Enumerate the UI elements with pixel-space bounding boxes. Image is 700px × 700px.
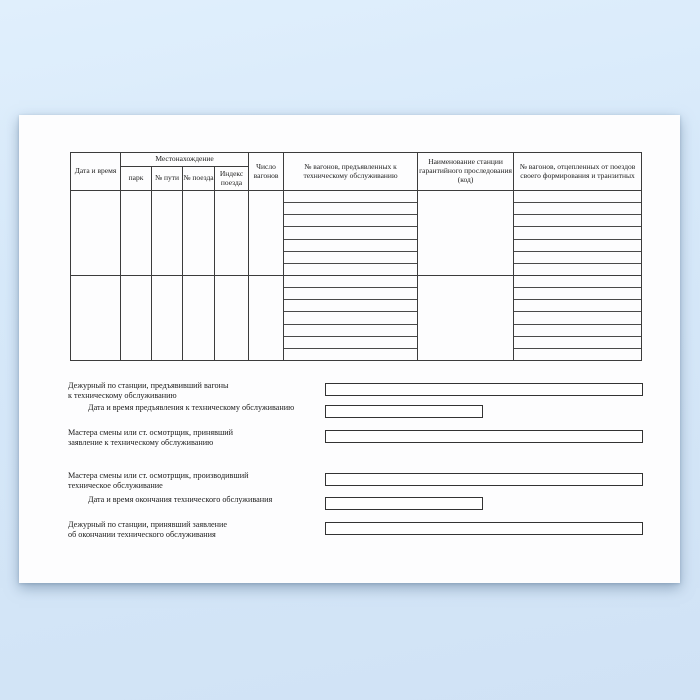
label-line: Мастера смены или ст. осмотрщик, принявший [68, 428, 234, 437]
label-line: Мастера смены или ст. осмотрщик, производивший [68, 471, 249, 480]
form-label-datetime-finished [68, 495, 320, 505]
signature-box-duty-officer-accepted [325, 522, 643, 535]
signature-box-foreman-performed [325, 473, 643, 486]
form-label-duty-officer-presented [68, 381, 320, 400]
label-line: Дата и время предъявления к техническому обслуживанию [88, 403, 295, 412]
form-label-datetime-presented [68, 403, 320, 413]
column-header-track-no: № пути [152, 167, 183, 191]
label-line: об окончании технического обслуживания [68, 529, 216, 539]
form-label-foreman-accepted [68, 428, 320, 447]
column-header-park: парк [121, 167, 152, 191]
signature-box-foreman-accepted [325, 430, 643, 443]
label-line: заявление к техническому обслуживанию [68, 437, 214, 447]
column-header-wagons-detached: № вагонов, отцепленных от поездов своего формирования и транзитных [514, 153, 642, 191]
column-header-date-time: Дата и время [71, 153, 121, 191]
signature-form-section [19, 115, 680, 583]
signature-box-duty-officer-presented [325, 383, 643, 396]
label-line: Дежурный по станции, предъявивший вагоны [68, 381, 229, 390]
column-group-location: Местонахождение [121, 153, 249, 167]
column-header-train-index: Индекс поезда [215, 167, 249, 191]
column-header-guarantee-station: Наименование станции гарантийного проследования (код) [418, 153, 514, 191]
document-paper [19, 115, 680, 583]
datetime-box-finished [325, 497, 483, 510]
label-line: Дежурный по станции, принявший заявление [68, 520, 228, 529]
label-line: к техническому обслуживанию [68, 390, 177, 400]
form-label-duty-officer-accepted [68, 520, 320, 539]
column-header-wagons-presented: № вагонов, предъявленных к техническому обслуживанию [284, 153, 418, 191]
datetime-box-presented [325, 405, 483, 418]
form-label-foreman-performed [68, 471, 320, 490]
label-line: Дата и время окончания технического обслуживания [88, 495, 273, 504]
column-header-train-no: № поезда [183, 167, 215, 191]
column-header-wagon-count: Число вагонов [249, 153, 284, 191]
label-line: техническое обслуживание [68, 480, 163, 490]
